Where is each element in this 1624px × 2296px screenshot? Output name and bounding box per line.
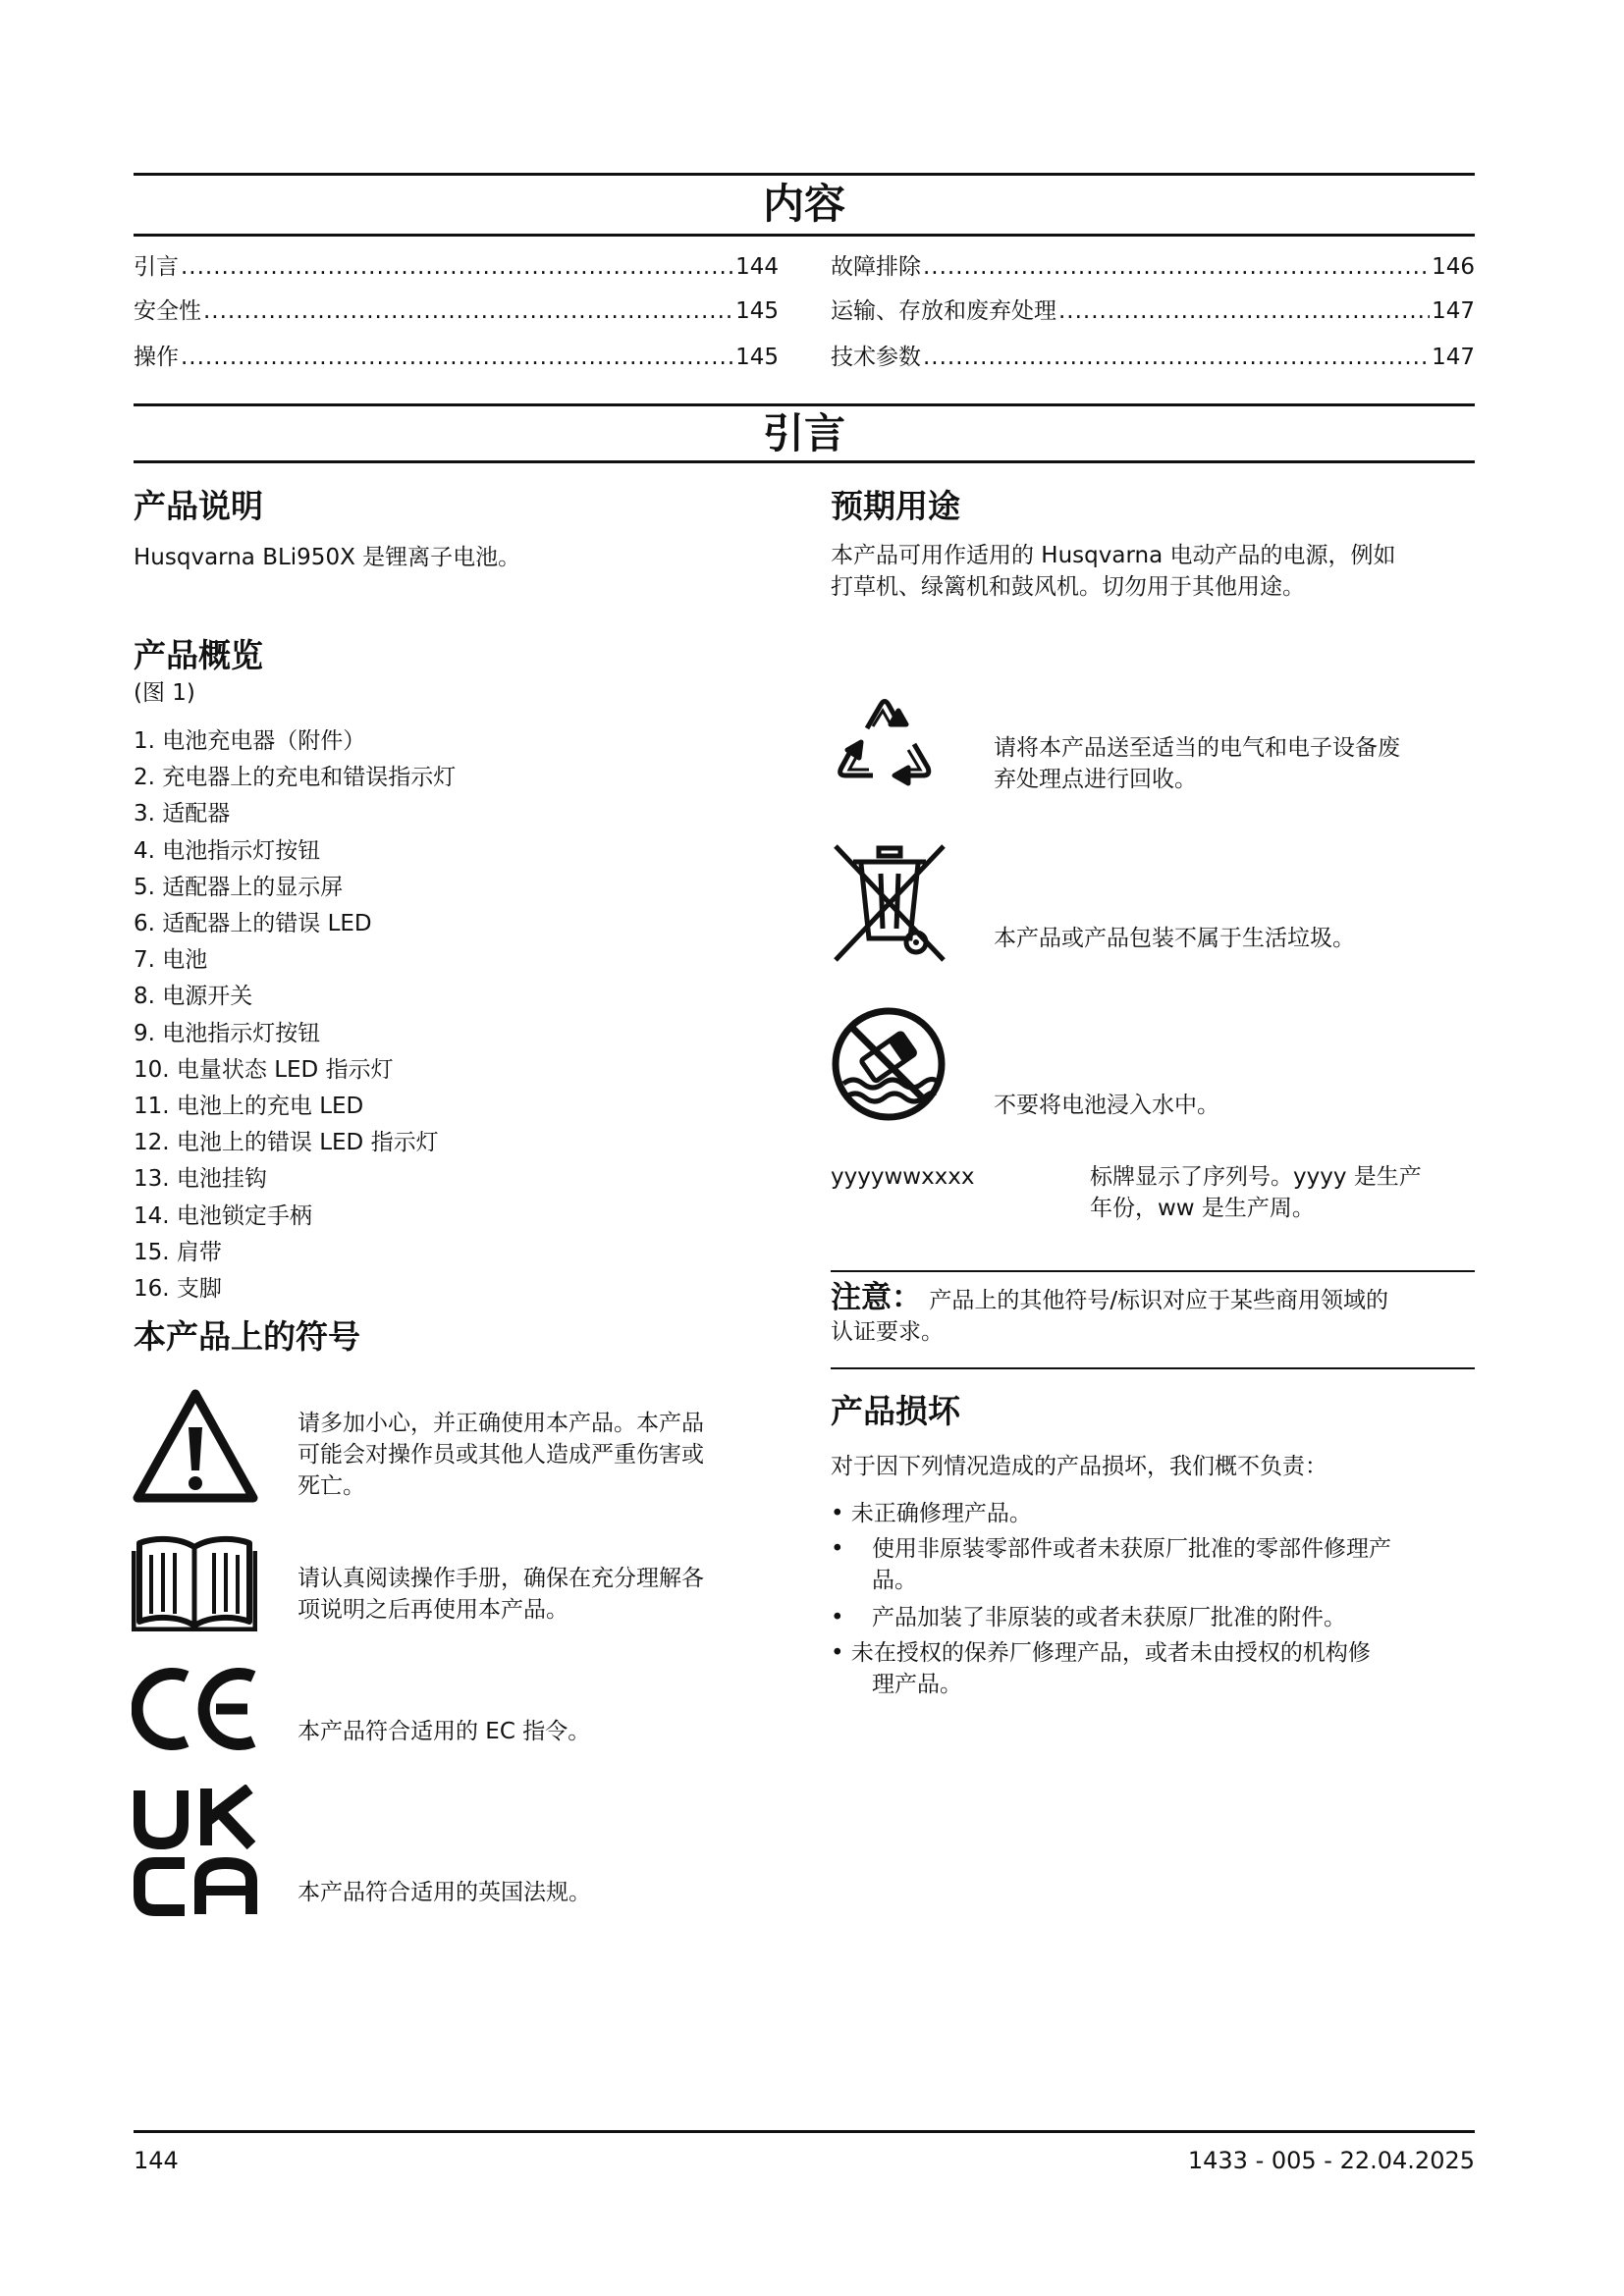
crossed-bin-icon <box>830 840 949 966</box>
ukca-mark-icon <box>132 1785 259 1916</box>
recycle-icon <box>830 689 940 799</box>
toc-label: 技术参数 <box>831 345 921 370</box>
list-item: 15. 肩带 <box>134 1239 222 1265</box>
toc-label: 引言 <box>134 254 179 280</box>
ukca-description: 本产品符合适用的英国法规。 <box>298 1880 591 1905</box>
toc-page: 145 <box>735 345 779 370</box>
toc-page: 147 <box>1432 345 1475 370</box>
list-item: 10. 电量状态 LED 指示灯 <box>134 1056 394 1083</box>
list-item: 9. 电池指示灯按钮 <box>134 1020 321 1046</box>
list-item: 14. 电池锁定手柄 <box>134 1202 312 1229</box>
ce-description: 本产品符合适用的 EC 指令。 <box>298 1719 591 1744</box>
list-item: 1. 电池充电器（附件） <box>134 728 366 754</box>
toc-page: 147 <box>1432 298 1475 324</box>
toc-page: 146 <box>1432 254 1475 280</box>
toc-entry[interactable] <box>134 252 779 282</box>
figure-reference: (图 1) <box>134 680 195 706</box>
contents-title-rule <box>134 234 1475 237</box>
intro-title: 引言 <box>762 409 845 457</box>
note-top-rule <box>831 1270 1475 1272</box>
damage-text: 对于因下列情况造成的产品损坏，我们概不负责： <box>831 1454 1327 1479</box>
toc-entry[interactable] <box>831 252 1475 282</box>
list-item: 3. 适配器 <box>134 801 231 828</box>
list-item: 4. 电池指示灯按钮 <box>134 837 321 864</box>
damage-heading: 产品损坏 <box>831 1392 960 1430</box>
intended-use-heading: 预期用途 <box>831 487 960 525</box>
toc-entry[interactable] <box>134 343 779 372</box>
ce-mark-icon <box>132 1665 259 1753</box>
open-book-icon <box>132 1533 257 1631</box>
note-label: 注意： <box>831 1280 922 1315</box>
note-bottom-rule <box>831 1367 1475 1369</box>
footer-rule <box>134 2130 1475 2133</box>
contents-title: 内容 <box>762 180 845 228</box>
toc-page: 144 <box>735 254 779 280</box>
list-item: • 未正确修理产品。 <box>831 1501 1032 1526</box>
toc-page: 145 <box>735 298 779 324</box>
toc-entry[interactable] <box>831 296 1475 326</box>
list-item: 7. 电池 <box>134 947 208 974</box>
list-item: • 未在授权的保养厂修理产品，或者未由授权的机构修 理产品。 <box>831 1640 1371 1697</box>
list-item: 5. 适配器上的显示屏 <box>134 874 344 900</box>
serial-code: yyyywwxxxx <box>831 1164 975 1190</box>
toc-label: 操作 <box>134 345 179 370</box>
toc-label: 故障排除 <box>831 254 921 280</box>
intended-use-text: 本产品可用作适用的 Husqvarna 电动产品的电源，例如 打草机、绿篱机和鼓风机。切勿用于其他用途。 <box>831 543 1396 600</box>
list-item: 11. 电池上的充电 LED <box>134 1094 364 1120</box>
product-description-text: Husqvarna BLi950X 是锂离子电池。 <box>134 545 521 570</box>
warning-triangle-icon <box>132 1388 259 1504</box>
list-item: 12. 电池上的错误 LED 指示灯 <box>134 1130 439 1156</box>
list-item: • 使用非原装零部件或者未获原厂批准的零部件修理产 品。 <box>831 1536 1391 1593</box>
toc-entry[interactable] <box>134 296 779 326</box>
recycle-description: 请将本产品送至适当的电气和电子设备废 弃处理点进行回收。 <box>994 735 1400 792</box>
no-immersion-icon <box>830 1005 947 1123</box>
toc-entry[interactable] <box>831 343 1475 372</box>
list-item: 6. 适配器上的错误 LED <box>134 911 372 937</box>
list-item: 8. 电源开关 <box>134 984 253 1010</box>
list-item: 16. 支脚 <box>134 1276 222 1303</box>
manual-description: 请认真阅读操作手册，确保在充分理解各 项说明之后再使用本产品。 <box>298 1566 704 1623</box>
list-item: • 产品加装了非原装的或者未获原厂批准的附件。 <box>831 1605 1346 1630</box>
no-water-description: 不要将电池浸入水中。 <box>994 1093 1219 1118</box>
list-item: 13. 电池挂钩 <box>134 1166 267 1193</box>
product-description-heading: 产品说明 <box>134 487 263 525</box>
document-reference: 1433 - 005 - 22.04.2025 <box>1187 2147 1475 2174</box>
note-box: 注意： 产品上的其他符号/标识对应于某些商用领域的 认证要求。 <box>831 1280 1389 1345</box>
weee-description: 本产品或产品包装不属于生活垃圾。 <box>994 926 1355 951</box>
list-item: 2. 充电器上的充电和错误指示灯 <box>134 765 457 791</box>
page-number: 144 <box>134 2147 179 2174</box>
note-text: 产品上的其他符号/标识对应于某些商用领域的 <box>929 1288 1389 1313</box>
toc-label: 运输、存放和废弃处理 <box>831 298 1056 324</box>
overview-heading: 产品概览 <box>134 636 263 674</box>
serial-description: 标牌显示了序列号。yyyy 是生产 年份，ww 是生产周。 <box>1090 1164 1422 1221</box>
symbols-heading: 本产品上的符号 <box>134 1317 360 1356</box>
toc-label: 安全性 <box>134 298 201 324</box>
overview-list <box>134 723 456 1308</box>
warning-description: 请多加小心，并正确使用本产品。本产品 可能会对操作员或其他人造成严重伤害或 死亡。 <box>298 1411 704 1499</box>
intro-title-rule <box>134 460 1475 463</box>
